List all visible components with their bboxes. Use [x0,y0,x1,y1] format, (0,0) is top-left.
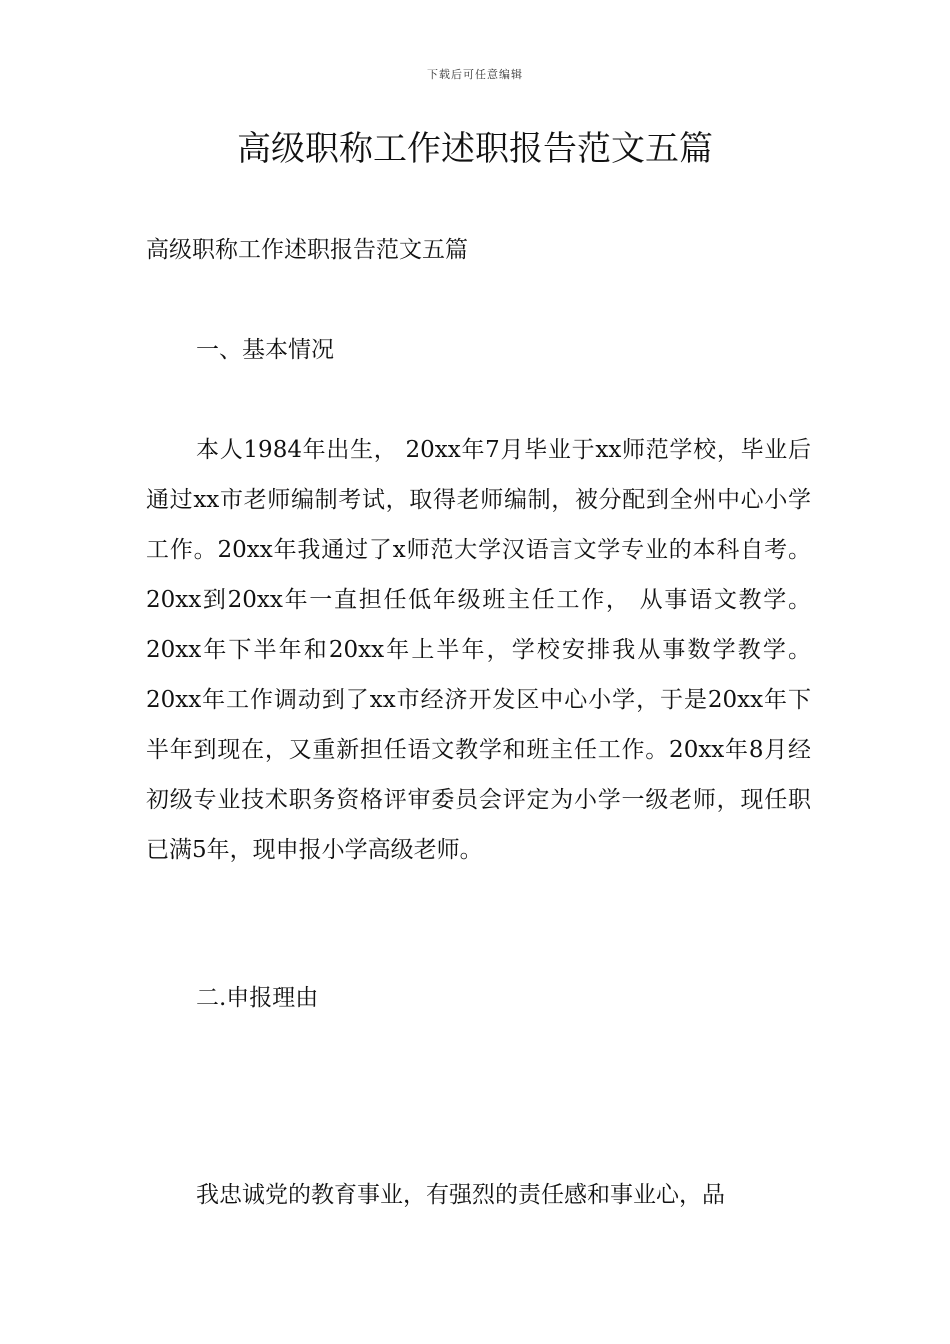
document-subtitle: 高级职称工作述职报告范文五篇 [146,237,468,263]
header-note: 下载后可任意编辑 [427,68,523,81]
paragraph-basic-info: 本人1984年出生， 20xx年7月毕业于xx师范学校，毕业后通过xx市老师编制考试，取得老师编制，被分配到全州中心小学工作。20xx年我通过了x师范大学汉语言文学专业的本科自考。20xx到20xx年一直担任低年级班主任工作， 从事语文教学。20xx年下半年和20xx年上半年，学校安排我从事数学教学。20xx年工作调动到了xx市经济开发区中心小学，于是20xx年下半年到现在，又重新担任语文教学和班主任工作。20xx年8月经初级专业技术职务资格评审委员会评定为小学一级老师，现任职已满5年，现申报小学高级老师。 [146,437,811,863]
section-heading-application-reason: 二.申报理由 [196,985,319,1011]
paragraph-application-reason: 我忠诚党的教育事业，有强烈的责任感和事业心，品 [196,1182,725,1208]
document-title: 高级职称工作述职报告范文五篇 [237,129,713,169]
section-heading-basic-info: 一、基本情况 [196,337,334,363]
